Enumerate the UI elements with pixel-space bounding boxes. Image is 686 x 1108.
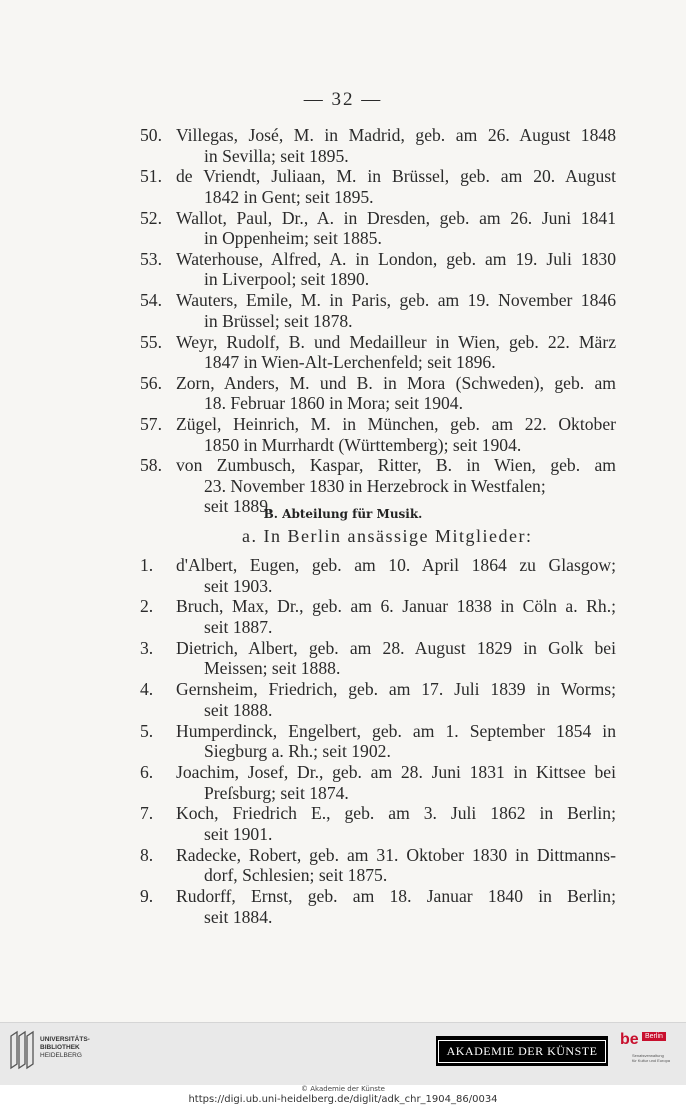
entry-number: 52. (140, 207, 162, 228)
entry-text-line: Dietrich, Albert, geb. am 28. August 1829 in Golk bei (176, 637, 616, 658)
list-item (140, 331, 616, 373)
entry-text-line: Meissen; seit 1888. (204, 658, 341, 679)
entry-text-line: in Sevilla; seit 1895. (204, 145, 349, 166)
entry-text-line: seit 1888. (204, 699, 273, 720)
entry-text-line: Radecke, Robert, geb. am 31. Oktober 1830 in Dittmanns- (176, 844, 616, 865)
entry-text-line: seit 1887. (204, 616, 273, 637)
entry-number: 5. (140, 720, 154, 741)
entry-text-line: Humperdinck, Engelbert, geb. am 1. September 1854 in (176, 720, 616, 741)
entry-text-line: Weyr, Rudolf, B. und Medailleur in Wien, geb. 22. März (176, 331, 616, 352)
entry-text-line: Zorn, Anders, M. und B. in Mora (Schweden), geb. am (176, 372, 616, 393)
library-name[interactable]: UNIVERSITÄTS- BIBLIOTHEK HEIDELBERG (40, 1036, 90, 1059)
entry-text-line: seit 1884. (204, 906, 273, 927)
list-item (140, 166, 616, 207)
entry-number: 4. (140, 679, 154, 700)
entry-number: 53. (140, 248, 162, 269)
entry-text-line: de Vriendt, Juliaan, M. in Brüssel, geb. am 20. August (176, 166, 616, 187)
list-item (140, 679, 616, 720)
senate-text: Senatsverwaltung für Kultur und Europa (632, 1053, 671, 1063)
entry-text-line: d'Albert, Eugen, geb. am 10. April 1864 zu Glasgow; (176, 555, 616, 575)
entry-text-line: in Liverpool; seit 1890. (204, 269, 370, 290)
sub-heading: a. In Berlin ansässige Mitglieder: (242, 526, 533, 546)
university-library-logo-icon (8, 1030, 34, 1070)
entry-text-line: in Brüssel; seit 1878. (204, 310, 353, 331)
entry-number: 6. (140, 762, 154, 782)
list-item (140, 207, 616, 249)
entry-number: 2. (140, 596, 154, 617)
entry-text-line: 23. November 1830 in Herzebrock in Westfalen; (204, 475, 546, 496)
entry-text-line: Siegburg a. Rh.; seit 1902. (204, 741, 391, 762)
entry-text-line: dorf, Schlesien; seit 1875. (204, 865, 388, 886)
entry-number: 8. (140, 844, 154, 865)
entry-text-line: Zügel, Heinrich, M. in München, geb. am 22. Oktober (176, 414, 616, 435)
list-item (140, 290, 616, 331)
entry-text-line: Wauters, Emile, M. in Paris, geb. am 19. November 1846 (176, 290, 616, 311)
list-item (140, 762, 616, 803)
page-number: — 32 — (303, 89, 383, 110)
entry-text-line: seit 1901. (204, 823, 273, 844)
entry-text-line: seit 1889. (204, 496, 273, 517)
entry-number: 1. (140, 555, 154, 575)
entry-text-line: 1850 in Murrhardt (Württemberg); seit 1904. (204, 434, 522, 455)
entry-text-line: Gernsheim, Friedrich, geb. am 17. Juli 1839 in Worms; (176, 679, 616, 700)
entry-text-line: 1842 in Gent; seit 1895. (204, 186, 374, 207)
list-item (140, 596, 616, 637)
entry-number: 54. (140, 290, 162, 311)
list-item (140, 248, 616, 290)
list-item (140, 555, 616, 596)
entry-number: 57. (140, 414, 162, 435)
list-item (140, 720, 616, 762)
entry-number: 56. (140, 372, 162, 393)
entry-text-line: Preſsburg; seit 1874. (204, 782, 349, 803)
entry-text-line: Wallot, Paul, Dr., A. in Dresden, geb. am 26. Juni 1841 (176, 207, 616, 228)
entry-number: 51. (140, 166, 162, 187)
list-item (140, 803, 616, 844)
entry-text-line: Villegas, José, M. in Madrid, geb. am 26. August 1848 (176, 125, 616, 145)
berlin-senate-logo[interactable] (620, 1031, 678, 1069)
list-item (140, 844, 616, 886)
entry-text-line: 1847 in Wien-Alt-Lerchenfeld; seit 1896. (204, 352, 496, 372)
entry-number: 58. (140, 455, 162, 476)
entry-text-line: Koch, Friedrich E., geb. am 3. Juli 1862 in Berlin; (176, 803, 616, 824)
entry-number: 55. (140, 331, 162, 352)
list-item (140, 414, 616, 455)
entry-text-line: Waterhouse, Alfred, A. in London, geb. am 19. Juli 1830 (176, 248, 616, 269)
entry-text-line: Rudorff, Ernst, geb. am 18. Januar 1840 in Berlin; (176, 886, 616, 907)
entry-text-line: 18. Februar 1860 in Mora; seit 1904. (204, 393, 463, 414)
list-item (140, 372, 616, 414)
copyright-notice: © Akademie der Künste (301, 1085, 385, 1093)
entry-text-line: Bruch, Max, Dr., geb. am 6. Januar 1838 in Cöln a. Rh.; (176, 596, 616, 617)
berlin-mark: Berlin (642, 1032, 666, 1041)
section-heading: B. Abteilung für Musik. (263, 507, 423, 521)
akademie-label: AKADEMIE DER KÜNSTE (438, 1040, 607, 1063)
list-item (140, 125, 616, 166)
entry-number: 3. (140, 637, 154, 658)
entry-text-line: seit 1903. (204, 575, 273, 596)
entry-text-line: von Zumbusch, Kaspar, Ritter, B. in Wien, geb. am (176, 455, 616, 476)
entry-text-line: in Oppenheim; seit 1885. (204, 228, 382, 249)
list-item (140, 637, 616, 679)
entry-number: 7. (140, 803, 154, 824)
list-item (140, 886, 616, 927)
permalink-url[interactable]: https://digi.ub.uni-heidelberg.de/diglit/adk_chr_1904_86/0034 (188, 1094, 498, 1105)
entry-number: 9. (140, 886, 154, 907)
entry-text-line: Joachim, Josef, Dr., geb. am 28. Juni 1831 in Kittsee bei (176, 762, 616, 782)
be-mark: be (620, 1031, 639, 1048)
akademie-der-kuenste-logo[interactable] (436, 1036, 608, 1066)
entry-number: 50. (140, 125, 162, 145)
